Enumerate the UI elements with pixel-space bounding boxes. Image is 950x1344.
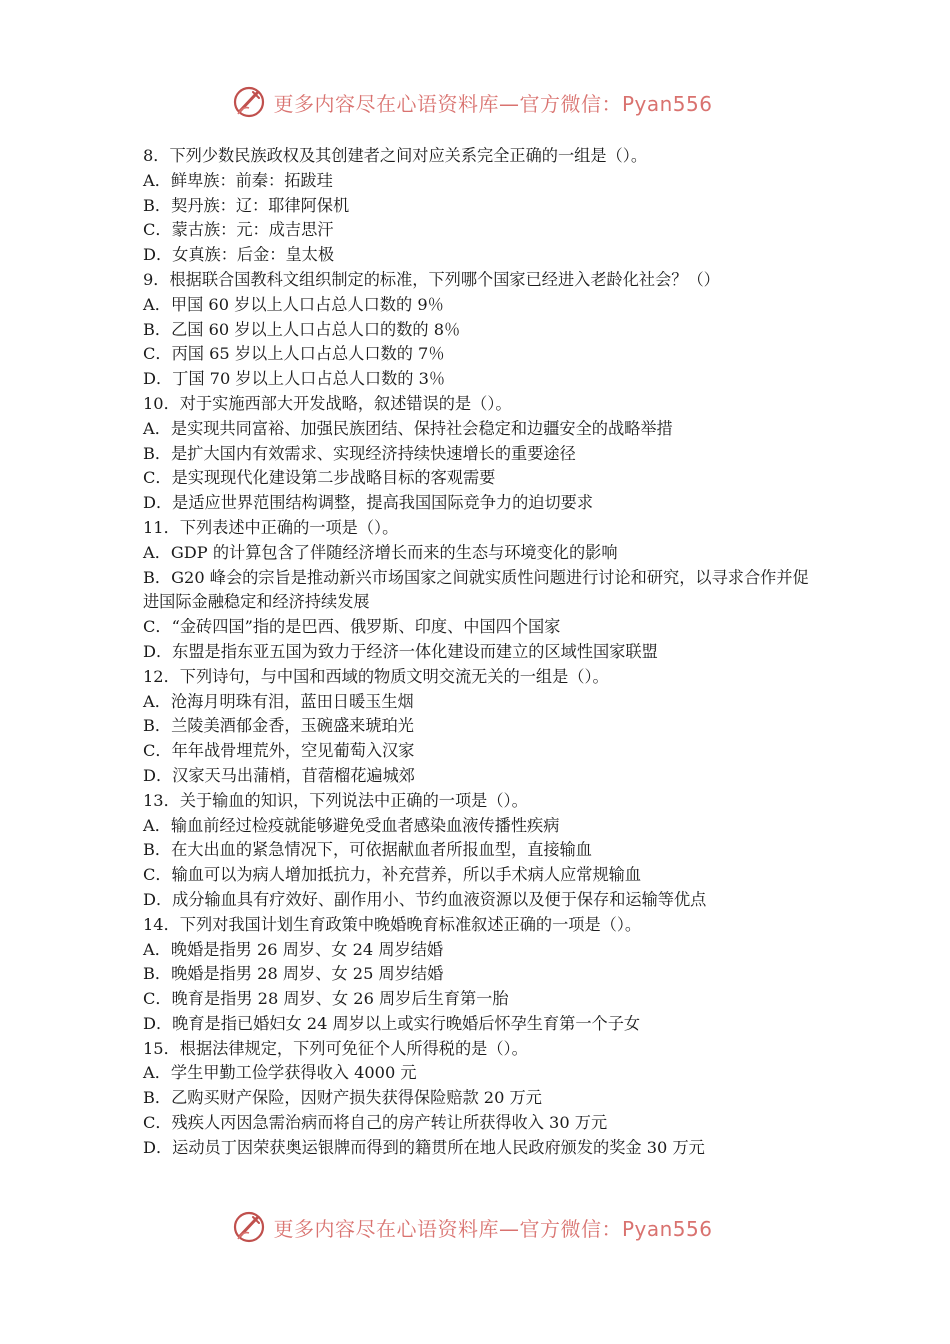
option-a: A．是实现共同富裕、加强民族团结、保持社会稳定和边疆安全的战略举措 xyxy=(143,418,673,438)
option-b: B．兰陵美酒郁金香，玉碗盛来琥珀光 xyxy=(143,716,414,736)
question-stem: 13．关于输血的知识，下列说法中正确的一项是（）。 xyxy=(143,790,528,810)
option-a: A．晚婚是指男 26 周岁、女 24 周岁结婚 xyxy=(143,939,444,959)
option-d: D．东盟是指东亚五国为致力于经济一体化建设而建立的区域性国家联盟 xyxy=(143,641,658,661)
question-stem: 12．下列诗句，与中国和西域的物质文明交流无关的一组是（）。 xyxy=(143,666,609,686)
option-a: A．学生甲勤工俭学获得收入 4000 元 xyxy=(143,1063,417,1083)
option-a: A．沧海月明珠有泪，蓝田日暖玉生烟 xyxy=(143,691,414,711)
question-stem: 14．下列对我国计划生育政策中晚婚晚育标准叙述正确的一项是（）。 xyxy=(143,914,642,934)
option-c: C．“金砖四国”指的是巴西、俄罗斯、印度、中国四个国家 xyxy=(143,617,561,637)
option-b: B．在大出血的紧急情况下，可依据献血者所报血型，直接输血 xyxy=(143,840,592,860)
option-b: B．乙国 60 岁以上人口占总人口的数的 8％ xyxy=(143,319,461,339)
option-a: A．甲国 60 岁以上人口占总人口数的 9％ xyxy=(143,294,444,314)
header-banner xyxy=(0,82,950,122)
question-stem: 10．对于实施西部大开发战略，叙述错误的是（）。 xyxy=(143,393,512,413)
option-d: D．成分输血具有疗效好、副作用小、节约血液资源以及便于保存和运输等优点 xyxy=(143,889,707,909)
pen-logo-icon xyxy=(231,1209,267,1245)
option-c: C．是实现现代化建设第二步战略目标的客观需要 xyxy=(143,468,496,488)
option-c: C．残疾人丙因急需治病而将自己的房产转让所获得收入 30 万元 xyxy=(143,1113,608,1133)
option-a: A．输血前经过检疫就能够避免受血者感染血液传播性疾病 xyxy=(143,815,560,835)
question-stem: 8．下列少数民族政权及其创建者之间对应关系完全正确的一组是（）。 xyxy=(143,146,648,165)
option-b: B．乙购买财产保险，因财产损失获得保险赔款 20 万元 xyxy=(143,1088,542,1108)
pen-logo-icon xyxy=(231,84,267,120)
question-stem: 9．根据联合国教科文组织制定的标准，下列哪个国家已经进入老龄化社会？（） xyxy=(143,269,720,289)
option-b: B．G20 峰会的宗旨是推动新兴市场国家之间就实质性问题进行讨论和研究，以寻求合作并促进国际金融稳定和经济持续发展 xyxy=(143,567,809,612)
option-d: D．丁国 70 岁以上人口占总人口数的 3％ xyxy=(143,369,446,389)
option-d: D．晚育是指已婚妇女 24 周岁以上或实行晚婚后怀孕生育第一个子女 xyxy=(143,1013,641,1033)
option-c: C．蒙古族：元：成吉思汗 xyxy=(143,220,334,240)
question-stem: 15．根据法律规定，下列可免征个人所得税的是（）。 xyxy=(143,1038,528,1058)
option-c: C．晚育是指男 28 周岁、女 26 周岁后生育第一胎 xyxy=(143,989,509,1009)
option-b: B．契丹族：辽：耶律阿保机 xyxy=(143,195,350,215)
option-d: D．女真族：后金：皇太极 xyxy=(143,245,335,265)
question-list xyxy=(143,144,813,1161)
option-c: C．年年战骨埋荒外，空见葡萄入汉家 xyxy=(143,741,415,761)
option-d: D．是适应世界范围结构调整，提高我国国际竞争力的迫切要求 xyxy=(143,493,594,513)
question-stem: 11．下列表述中正确的一项是（）。 xyxy=(143,517,399,537)
banner-text: 更多内容尽在心语资料库—官方微信：Pyan556 xyxy=(273,1216,713,1241)
option-b: B．晚婚是指男 28 周岁、女 25 周岁结婚 xyxy=(143,964,444,984)
banner-text: 更多内容尽在心语资料库—官方微信：Pyan556 xyxy=(273,91,713,116)
option-a: A．GDP 的计算包含了伴随经济增长而来的生态与环境变化的影响 xyxy=(143,542,618,562)
option-d: D．运动员丁因荣获奥运银牌而得到的籍贯所在地人民政府颁发的奖金 30 万元 xyxy=(143,1137,705,1157)
option-b: B．是扩大国内有效需求、实现经济持续快速增长的重要途径 xyxy=(143,443,576,463)
option-c: C．丙国 65 岁以上人口占总人口数的 7％ xyxy=(143,344,445,364)
option-a: A．鲜卑族：前秦：拓跋珪 xyxy=(143,170,333,190)
option-c: C．输血可以为病人增加抵抗力，补充营养，所以手术病人应常规输血 xyxy=(143,865,642,885)
option-d: D．汉家天马出蒲梢，苜蓿榴花遍城郊 xyxy=(143,765,415,785)
footer-banner xyxy=(0,1207,950,1247)
